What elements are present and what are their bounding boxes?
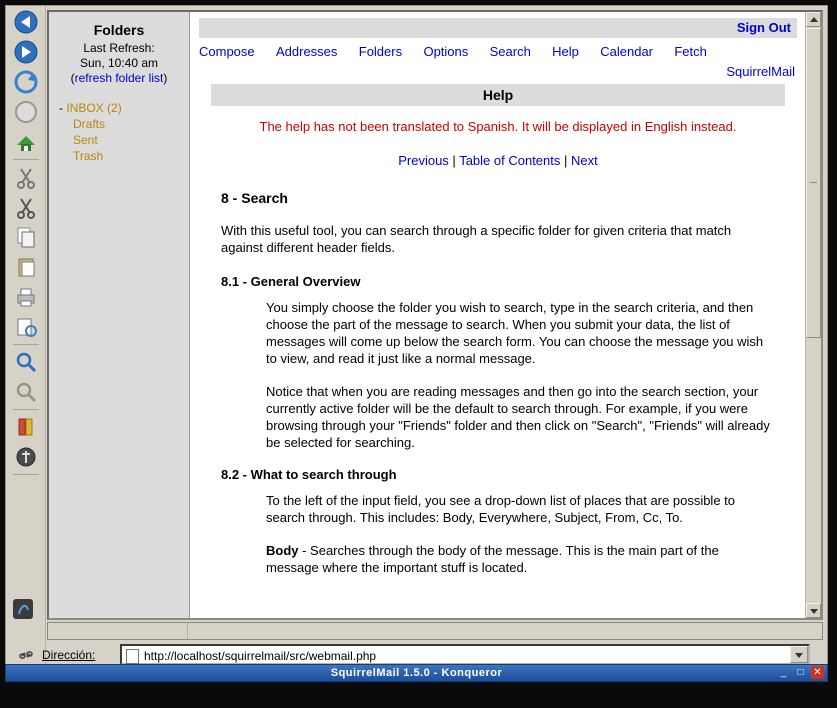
help-paragraph-2-1: To the left of the input field, you see a drop-down list of places that are possible to search through. This includes: Body, Everywhere, Subject, From, Cc, To. xyxy=(266,493,736,525)
translation-notice: The help has not been translated to Spanish. It will be displayed in English instead. xyxy=(259,119,737,134)
table-of-contents-link[interactable]: Table of Contents xyxy=(459,153,561,168)
folder-item-drafts[interactable] xyxy=(59,116,189,132)
help-section-heading-2: 8.2 - What to search through xyxy=(221,467,397,482)
nav-separator-2: | xyxy=(564,153,568,168)
bookmarks-icon[interactable] xyxy=(12,413,40,441)
close-button[interactable]: ✕ xyxy=(811,666,824,679)
minimize-button[interactable]: _ xyxy=(780,667,787,678)
nav-separator-1: | xyxy=(452,153,456,168)
status-bar xyxy=(47,622,823,640)
refresh-folder-list-wrap xyxy=(49,71,189,86)
forward-icon[interactable] xyxy=(12,38,40,66)
print-preview-icon[interactable] xyxy=(12,313,40,341)
scroll-up-icon[interactable] xyxy=(806,12,821,27)
folder-item-sent[interactable] xyxy=(59,132,189,148)
last-refresh-label: Last Refresh: xyxy=(83,41,155,55)
scrollbar-grip xyxy=(810,182,817,183)
refresh-folder-list-link[interactable]: refresh folder list xyxy=(74,71,164,85)
folder-list xyxy=(49,100,189,164)
window-controls xyxy=(777,666,824,679)
reload-icon[interactable] xyxy=(12,68,40,96)
squirrelmail-brand: SquirrelMail xyxy=(726,64,795,79)
squirrelmail-content xyxy=(191,12,805,618)
next-link[interactable]: Next xyxy=(571,153,598,168)
help-heading: 8 - Search xyxy=(221,190,288,206)
help-section-body-2 xyxy=(266,492,775,576)
paren-open: ( xyxy=(70,71,75,85)
folder-link-trash[interactable]: Trash xyxy=(73,149,104,163)
folder-expand-marker[interactable]: - xyxy=(59,101,63,115)
menu-item-search[interactable]: Search xyxy=(489,44,531,59)
folders-refresh-block xyxy=(49,41,189,86)
konqueror-logo-icon[interactable] xyxy=(12,598,40,626)
folders-title: Folders xyxy=(93,22,145,38)
window-titlebar xyxy=(5,664,828,682)
help-article xyxy=(221,190,775,576)
location-label xyxy=(42,648,95,662)
sign-out-link[interactable]: Sign Out xyxy=(736,20,791,35)
folders-frame xyxy=(49,12,190,618)
chevron-down-icon[interactable] xyxy=(790,646,808,663)
paren-close: ) xyxy=(163,71,168,85)
help-paragraph-1-1: You simply choose the folder you wish to search, type in the search criteria, and then choose the part of the message to search. When you submit your data, the list of messages will come up below the search form. You can choose the message you wish to view, and read it just like a normal message. xyxy=(266,300,764,366)
help-lead-paragraph: With this useful tool, you can search through a specific folder for given criteria that match against different header fields. xyxy=(221,223,732,255)
menu-item-folders[interactable]: Folders xyxy=(358,44,403,59)
last-refresh-time: Sun, 10:40 am xyxy=(79,56,159,70)
menu-item-help[interactable]: Help xyxy=(552,44,579,59)
window-title: SquirrelMail 1.5.0 - Konqueror xyxy=(330,667,503,679)
squirrelmail-menu xyxy=(199,44,797,78)
browser-content-area xyxy=(47,10,823,620)
help-section-heading-1: 8.1 - General Overview xyxy=(221,274,361,289)
status-bar-left-segment xyxy=(48,623,188,639)
main-frame-scrollbar[interactable] xyxy=(805,12,821,618)
menu-item-fetch[interactable]: Fetch xyxy=(674,44,707,59)
url-input[interactable] xyxy=(120,644,810,665)
find-icon[interactable] xyxy=(12,348,40,376)
home-icon[interactable] xyxy=(12,128,40,156)
page-favicon-icon xyxy=(126,649,139,664)
help-term-paragraph xyxy=(266,542,775,576)
location-label-text: Dirección: xyxy=(42,648,96,662)
folder-link-drafts[interactable]: Drafts xyxy=(73,117,106,131)
help-navigation xyxy=(191,153,805,168)
page-title: Help xyxy=(211,84,785,106)
cut-icon[interactable] xyxy=(12,163,40,191)
scroll-down-icon[interactable] xyxy=(806,603,821,618)
help-term-body: Body xyxy=(266,543,299,558)
toolbar-separator xyxy=(13,344,39,345)
stop-icon[interactable] xyxy=(12,98,40,126)
maximize-button[interactable]: □ xyxy=(797,667,804,678)
folder-link-inbox[interactable]: INBOX (2) xyxy=(66,101,122,115)
toolbar-separator xyxy=(13,474,39,475)
squirrelmail-topbar xyxy=(199,18,797,38)
scissors-icon[interactable] xyxy=(12,193,40,221)
previous-link[interactable]: Previous xyxy=(398,153,449,168)
location-bar xyxy=(10,644,824,666)
print-icon[interactable] xyxy=(12,283,40,311)
konqueror-icon-toolbar xyxy=(6,6,46,664)
back-icon[interactable] xyxy=(12,8,40,36)
copy-icon[interactable] xyxy=(12,223,40,251)
menu-item-addresses[interactable]: Addresses xyxy=(275,44,338,59)
toolbar-separator xyxy=(13,409,39,410)
security-icon[interactable] xyxy=(12,443,40,471)
help-term-description: - Searches through the body of the message. This is the main part of the message where the important stuff is located. xyxy=(266,543,719,575)
folder-link-sent[interactable]: Sent xyxy=(73,133,98,147)
folder-item-trash[interactable] xyxy=(59,148,189,164)
help-paragraph-1-2: Notice that when you are reading messages and then go into the search section, your currently active folder will be the default to search through. For example, if you were browsing through your "Friends" folder and then click on "Search", "Friends" will already be selected for searching. xyxy=(266,384,770,450)
squirrelmail-main-frame xyxy=(191,12,821,618)
toolbar-separator xyxy=(13,159,39,160)
konqueror-window xyxy=(5,5,828,665)
find-next-icon[interactable] xyxy=(12,378,40,406)
menu-item-compose[interactable]: Compose xyxy=(199,44,255,59)
paste-icon[interactable] xyxy=(12,253,40,281)
menu-item-calendar[interactable]: Calendar xyxy=(600,44,654,59)
help-section-body-1 xyxy=(266,299,775,451)
folder-item-inbox[interactable] xyxy=(59,100,189,116)
url-text[interactable]: http://localhost/squirrelmail/src/webmail.php xyxy=(144,649,377,663)
menu-item-options[interactable]: Options xyxy=(423,44,469,59)
scrollbar-thumb[interactable] xyxy=(806,28,821,338)
